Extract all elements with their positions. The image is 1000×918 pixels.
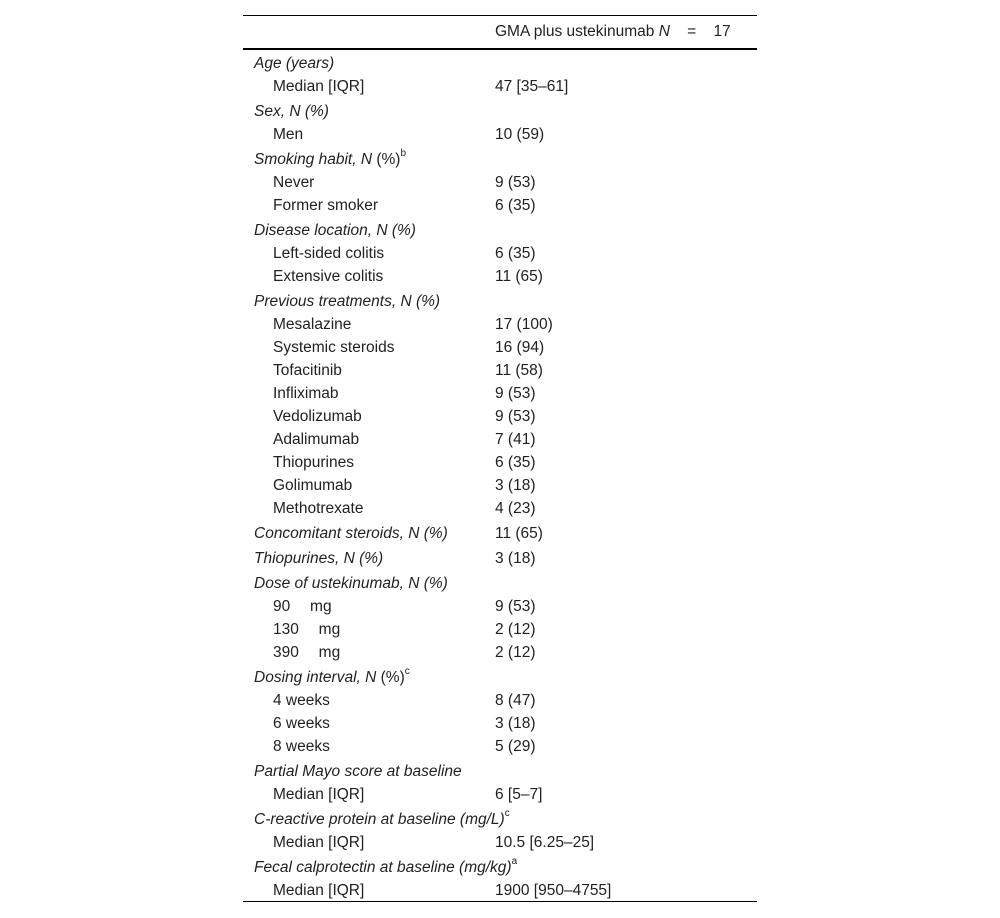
table-row-category	[243, 760, 757, 783]
footnote-marker: b	[400, 148, 407, 159]
row-label	[273, 641, 340, 664]
row-value: 6 [5–7]	[495, 786, 543, 803]
row-value: 9 (53)	[495, 598, 536, 615]
table-row	[243, 879, 757, 902]
row-label-text: Golimumab	[273, 477, 353, 494]
row-label	[273, 171, 314, 194]
row-value: 1900 [950–4755]	[495, 882, 612, 899]
column-header-equals: =	[687, 23, 697, 40]
table-row	[243, 171, 757, 194]
row-label-text: Systemic steroids	[273, 339, 395, 356]
row-value: 10.5 [6.25–25]	[495, 834, 595, 851]
row-label	[254, 547, 383, 570]
table-row-category	[243, 100, 757, 123]
row-label-suffix: (%)	[380, 669, 405, 686]
row-label-text: Median [IQR]	[273, 786, 365, 803]
row-label-text: C-reactive protein at baseline (mg/L)	[254, 811, 505, 828]
table-header	[243, 16, 757, 50]
row-value: 3 (18)	[495, 715, 536, 732]
row-label	[273, 595, 332, 618]
row-label-text: Median [IQR]	[273, 78, 365, 95]
row-label	[273, 313, 351, 336]
row-label	[273, 474, 352, 497]
table-row	[243, 194, 757, 217]
row-label-text: Sex, N (%)	[254, 103, 329, 120]
row-label-text: Disease location, N (%)	[254, 222, 416, 239]
row-label	[273, 265, 383, 288]
row-value: 47 [35–61]	[495, 78, 569, 95]
row-label-text: Left-sided colitis	[273, 245, 385, 262]
row-label-text: Thiopurines, N (%)	[254, 550, 384, 567]
row-value: 11 (65)	[495, 268, 543, 285]
row-label	[273, 879, 364, 902]
row-value: 3 (18)	[495, 550, 536, 567]
table-row	[243, 735, 757, 758]
table-row	[243, 451, 757, 474]
row-label-text: Vedolizumab	[273, 408, 362, 425]
row-value: 10 (59)	[495, 126, 545, 143]
row-value: 8 (47)	[495, 692, 536, 709]
table-row	[243, 497, 757, 520]
row-label-text: 390 mg	[273, 644, 341, 661]
row-label	[273, 428, 359, 451]
row-label	[273, 618, 340, 641]
row-label	[254, 219, 416, 242]
footnote-marker: c	[504, 808, 510, 819]
row-value: 5 (29)	[495, 738, 536, 755]
row-label	[254, 100, 329, 123]
row-value: 6 (35)	[495, 454, 536, 471]
row-label	[273, 336, 394, 359]
row-label-text: Never	[273, 174, 315, 191]
row-label	[254, 856, 517, 879]
table-row	[243, 595, 757, 618]
column-header	[495, 23, 731, 41]
row-label-text: Dosing interval, N	[254, 669, 377, 686]
row-label	[254, 148, 406, 171]
table-row-category	[243, 572, 757, 595]
table-row	[243, 405, 757, 428]
table-row	[243, 618, 757, 641]
column-header-n-value: 17	[713, 23, 731, 40]
table-row	[243, 783, 757, 806]
row-value: 17 (100)	[495, 316, 553, 333]
table-row-category	[243, 856, 757, 879]
row-label	[254, 760, 462, 783]
column-header-label: GMA plus ustekinumab	[495, 23, 655, 40]
row-label-text: Former smoker	[273, 197, 379, 214]
footnote-marker: a	[511, 856, 518, 867]
table-row-category	[243, 522, 757, 545]
row-label-text: 6 weeks	[273, 715, 330, 732]
row-value: 6 (35)	[495, 245, 536, 262]
table-row-category	[243, 808, 757, 831]
table-row	[243, 123, 757, 146]
row-value: 16 (94)	[495, 339, 545, 356]
footnote-marker: c	[404, 666, 410, 677]
row-label	[273, 194, 378, 217]
row-value: 3 (18)	[495, 477, 536, 494]
row-label	[273, 75, 364, 98]
row-label-text: Concomitant steroids, N (%)	[254, 525, 448, 542]
row-label-text: Methotrexate	[273, 500, 364, 517]
table-row-category	[243, 148, 757, 171]
row-value: 7 (41)	[495, 431, 536, 448]
baseline-characteristics-table	[243, 15, 757, 899]
row-label	[273, 405, 362, 428]
row-value: 4 (23)	[495, 500, 536, 517]
row-label-text: Previous treatments, N (%)	[254, 293, 441, 310]
table-row	[243, 242, 757, 265]
row-value: 9 (53)	[495, 174, 536, 191]
table-row	[243, 382, 757, 405]
row-label-text: Median [IQR]	[273, 834, 365, 851]
row-value: 9 (53)	[495, 385, 536, 402]
table-row	[243, 313, 757, 336]
table-row	[243, 689, 757, 712]
row-label-text: 130 mg	[273, 621, 341, 638]
row-value: 6 (35)	[495, 197, 536, 214]
table-row	[243, 265, 757, 288]
row-label-text: Partial Mayo score at baseline	[254, 763, 462, 780]
table-row-category	[243, 547, 757, 570]
row-value: 9 (53)	[495, 408, 536, 425]
row-label	[254, 666, 410, 689]
row-label-text: Infliximab	[273, 385, 339, 402]
table-row-category	[243, 52, 757, 75]
row-label	[273, 123, 303, 146]
row-label-suffix: (%)	[376, 151, 401, 168]
row-label	[254, 290, 440, 313]
row-label	[273, 735, 330, 758]
table-row	[243, 641, 757, 664]
column-header-n-symbol: N	[658, 23, 670, 40]
row-label-text: Extensive colitis	[273, 268, 384, 285]
table-row	[243, 474, 757, 497]
table-row-category	[243, 219, 757, 242]
row-label	[273, 359, 342, 382]
row-label-text: Men	[273, 126, 304, 143]
row-label	[273, 783, 364, 806]
row-label-text: Median [IQR]	[273, 882, 365, 899]
row-label	[273, 451, 354, 474]
table-row	[243, 428, 757, 451]
row-label-text: Mesalazine	[273, 316, 352, 333]
row-label	[273, 712, 330, 735]
row-value: 11 (65)	[495, 525, 543, 542]
row-value: 2 (12)	[495, 644, 536, 661]
row-label	[254, 572, 448, 595]
table-row	[243, 831, 757, 854]
row-label	[273, 382, 338, 405]
row-label	[273, 242, 384, 265]
row-label-text: Age (years)	[254, 55, 335, 72]
row-label	[273, 831, 364, 854]
row-label-text: Tofacitinib	[273, 362, 342, 379]
table-row-category	[243, 666, 757, 689]
row-label-text: Smoking habit, N	[254, 151, 373, 168]
row-label-text: 8 weeks	[273, 738, 330, 755]
row-value: 2 (12)	[495, 621, 536, 638]
table-row	[243, 359, 757, 382]
table-row-category	[243, 290, 757, 313]
row-value: 11 (58)	[495, 362, 543, 379]
row-label-text: 90 mg	[273, 598, 332, 615]
table-bottom-rule	[243, 901, 757, 902]
row-label	[254, 52, 334, 75]
row-label	[273, 497, 363, 520]
row-label-text: Dose of ustekinumab, N (%)	[254, 575, 448, 592]
row-label	[254, 808, 510, 831]
row-label-text: 4 weeks	[273, 692, 330, 709]
row-label	[273, 689, 330, 712]
row-label-text: Fecal calprotectin at baseline (mg/kg)	[254, 859, 512, 876]
table-row	[243, 336, 757, 359]
table-row	[243, 712, 757, 735]
row-label-text: Thiopurines	[273, 454, 354, 471]
table-row	[243, 75, 757, 98]
row-label	[254, 522, 448, 545]
row-label-text: Adalimumab	[273, 431, 360, 448]
